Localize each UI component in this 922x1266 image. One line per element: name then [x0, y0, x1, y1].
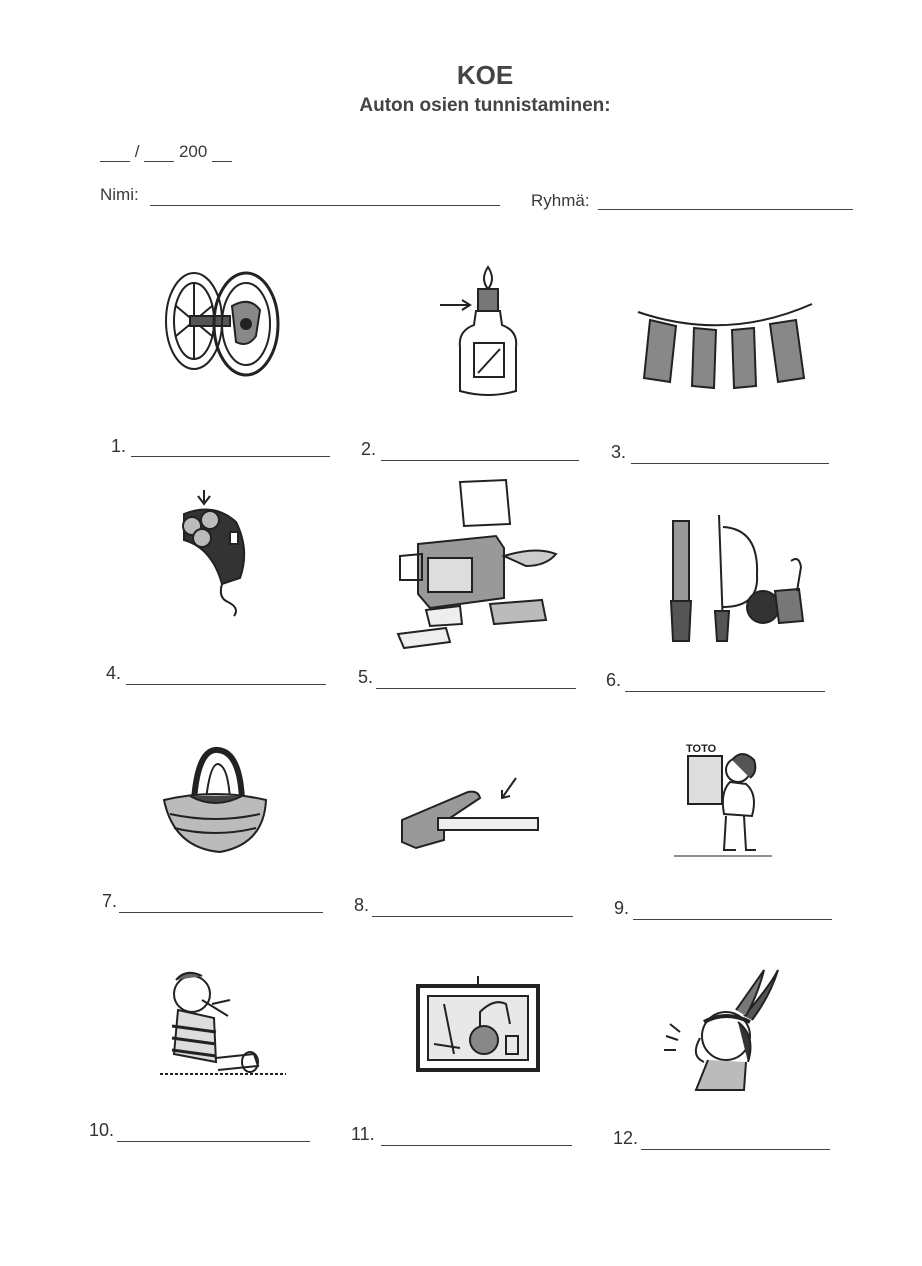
- answer-number-5: 5.: [358, 667, 374, 687]
- date-slash: /: [134, 142, 140, 161]
- answer-line-5[interactable]: [376, 688, 576, 689]
- answer-number-4: 4.: [106, 663, 122, 683]
- answer-line-4[interactable]: [126, 684, 326, 685]
- answer-number-3: 3.: [611, 442, 627, 462]
- page-title: KOE: [456, 60, 514, 90]
- answer-number-7: 7.: [102, 891, 118, 911]
- file-saw-tools-icon: [663, 511, 807, 645]
- answer-line-9[interactable]: [633, 919, 832, 920]
- electric-shaver-icon: [178, 488, 256, 618]
- answer-line-11[interactable]: [381, 1145, 572, 1146]
- anvil-rod-icon: [398, 776, 540, 852]
- year-blank[interactable]: [212, 147, 232, 162]
- answer-line-12[interactable]: [641, 1149, 830, 1150]
- framed-laboratory-picture-icon: [414, 974, 542, 1074]
- group-label: Ryhmä:: [531, 191, 590, 210]
- toto-betting-man-icon: [672, 738, 774, 858]
- name-field[interactable]: [150, 205, 500, 206]
- money-printing-machine-icon: [386, 476, 562, 652]
- reel-wheels-icon: [160, 266, 285, 381]
- answer-number-6: 6.: [606, 670, 622, 690]
- tied-up-man-icon: [158, 966, 288, 1078]
- answer-line-8[interactable]: [372, 916, 573, 917]
- answer-number-1: 1.: [111, 436, 127, 456]
- answer-number-10: 10.: [89, 1120, 115, 1140]
- month-blank[interactable]: [144, 147, 174, 162]
- answer-line-10[interactable]: [117, 1141, 310, 1142]
- day-blank[interactable]: [100, 147, 130, 162]
- basket-icon: [160, 744, 270, 854]
- clothesline-icon: [636, 302, 814, 392]
- date-year: 200: [178, 142, 208, 161]
- page-subtitle: Auton osien tunnistaminen:: [359, 95, 611, 116]
- date-field[interactable]: [100, 142, 232, 162]
- answer-line-3[interactable]: [631, 463, 829, 464]
- answer-number-2: 2.: [361, 439, 377, 459]
- crying-indian-icon: [660, 966, 784, 1094]
- answer-number-12: 12.: [613, 1128, 639, 1148]
- answer-line-1[interactable]: [131, 456, 330, 457]
- answer-number-8: 8.: [354, 895, 370, 915]
- oil-lamp-bottle-icon: [438, 265, 523, 401]
- toto-sign: TOTO: [686, 743, 717, 755]
- answer-line-6[interactable]: [625, 691, 825, 692]
- answer-number-9: 9.: [614, 898, 630, 918]
- group-field[interactable]: [598, 209, 853, 210]
- name-label: Nimi:: [100, 185, 139, 204]
- answer-line-7[interactable]: [119, 912, 323, 913]
- answer-line-2[interactable]: [381, 460, 579, 461]
- answer-number-11: 11.: [351, 1124, 375, 1144]
